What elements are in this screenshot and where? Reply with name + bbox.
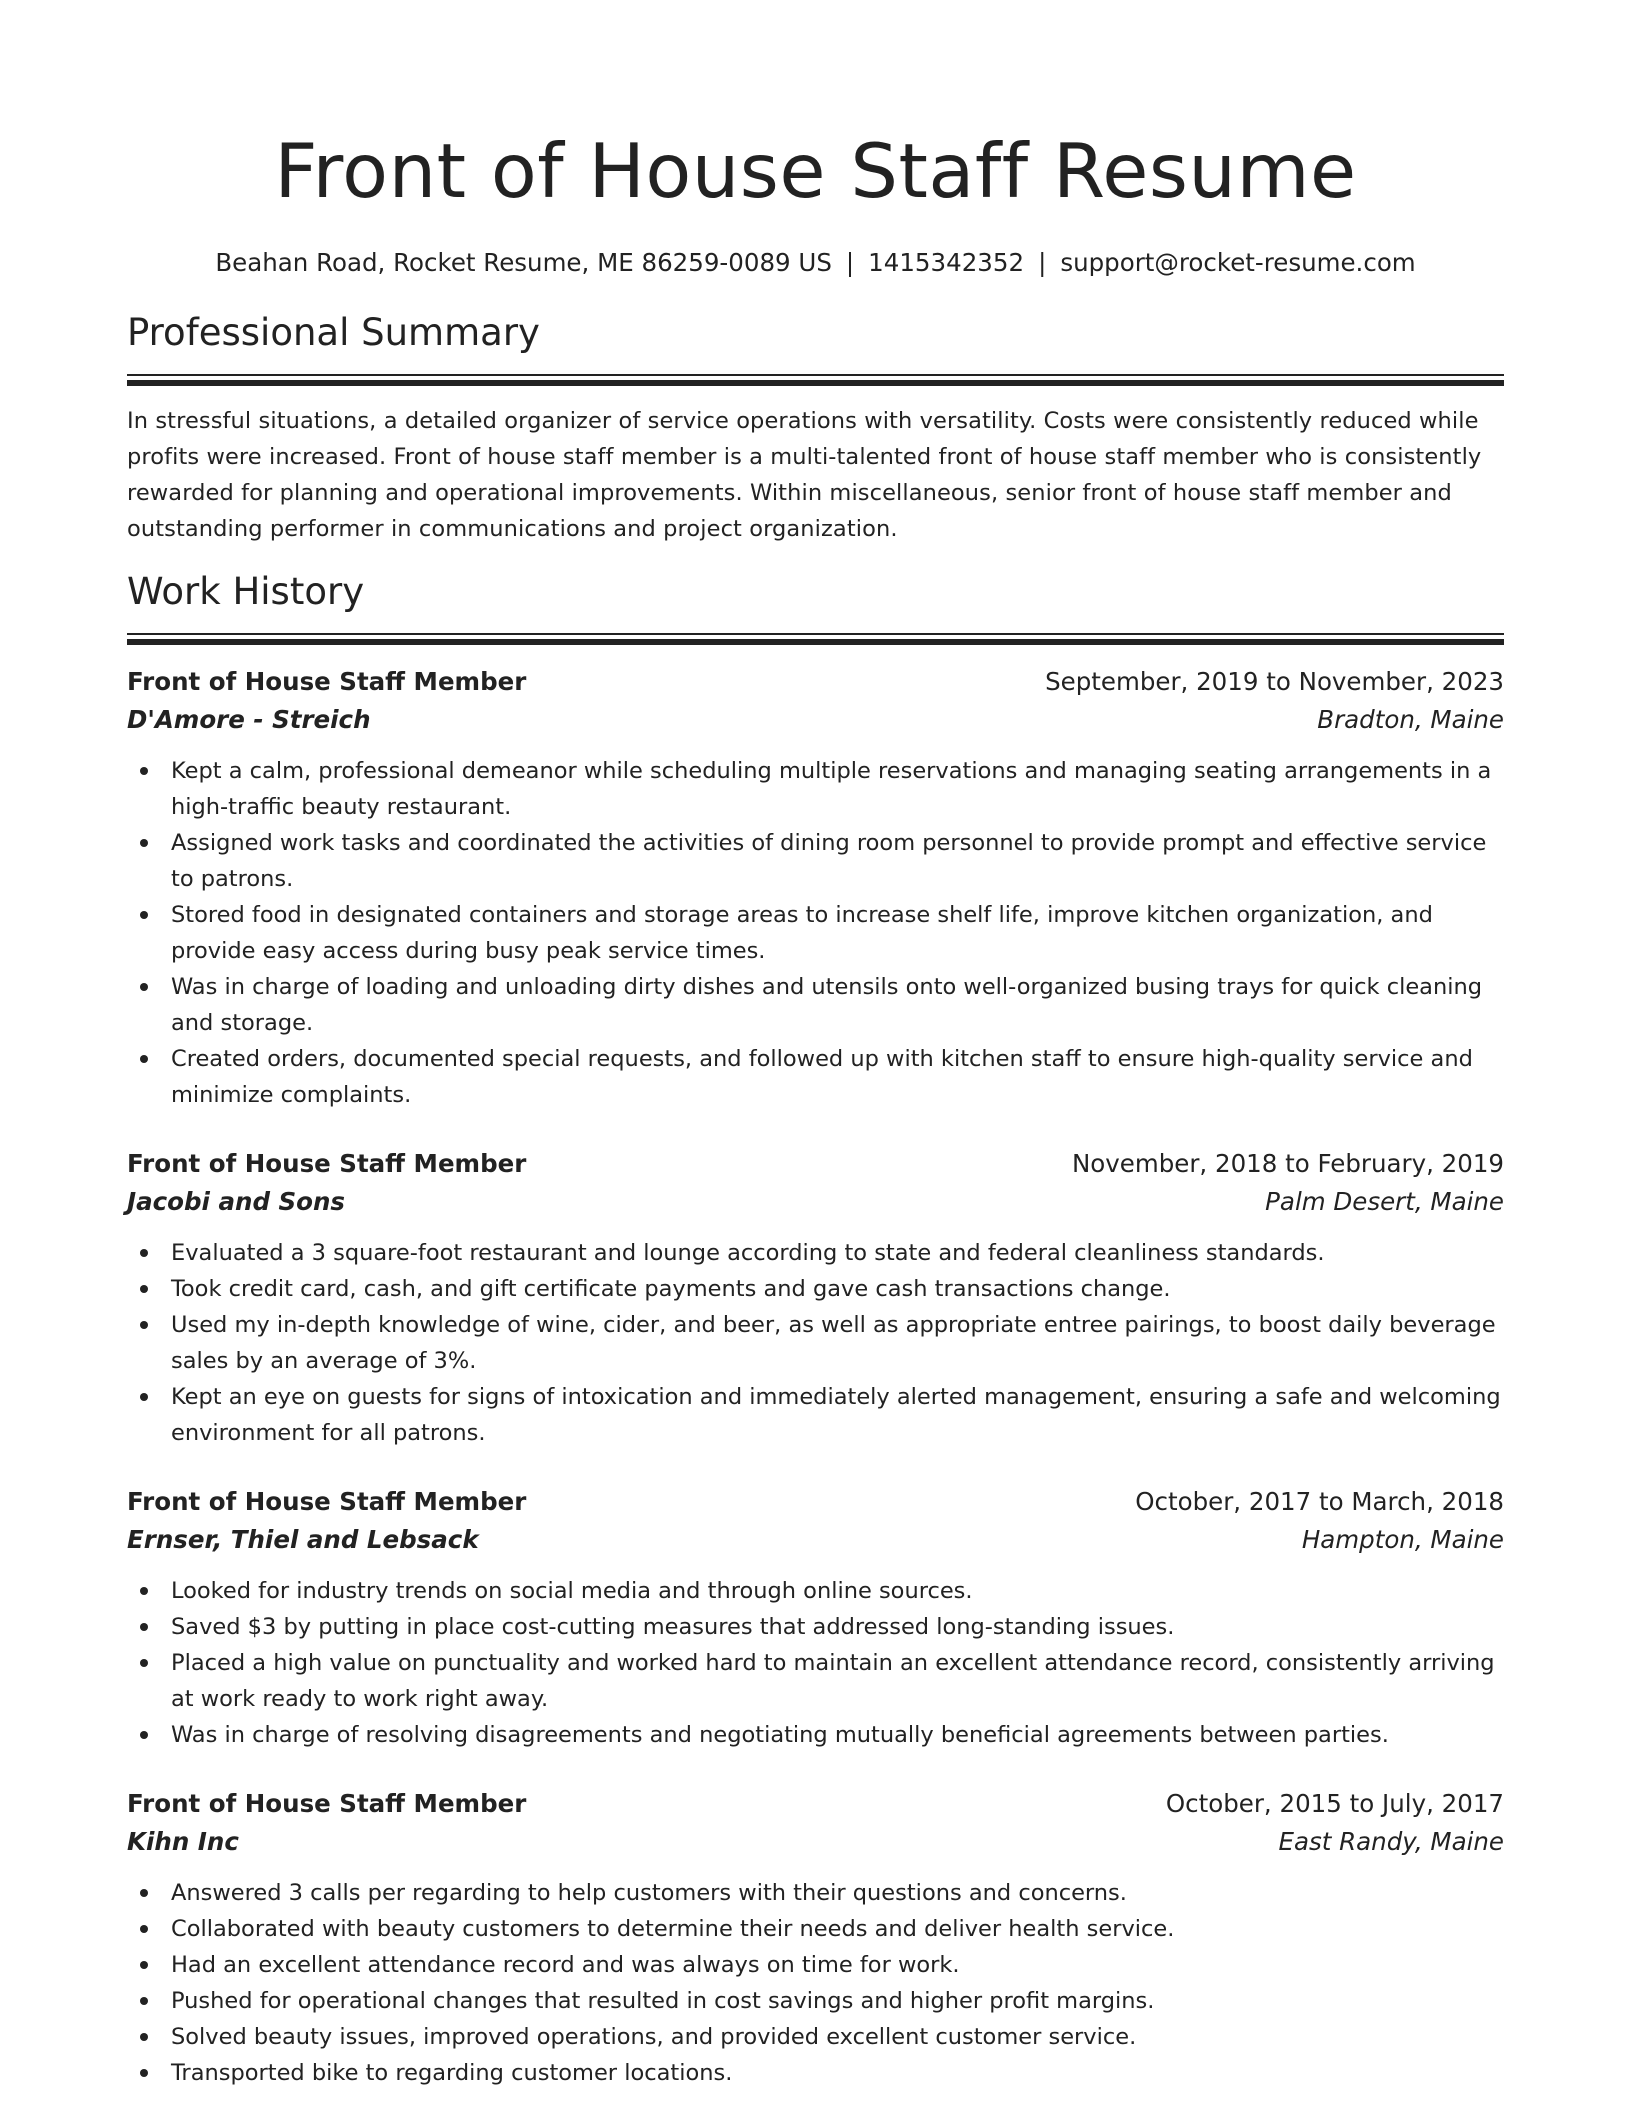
job-bullet: Took credit card, cash, and gift certificate payments and gave cash transactions change. xyxy=(127,1271,1504,1307)
job-bullet: Placed a high value on punctuality and worked hard to maintain an excellent attendance record, consistently arriving at work ready to work right away. xyxy=(127,1645,1504,1717)
work-history-divider xyxy=(127,633,1504,645)
job-company-row xyxy=(127,1521,1504,1559)
job-header-row xyxy=(127,1483,1504,1521)
job-bullet: Had an excellent attendance record and was always on time for work. xyxy=(127,1947,1504,1983)
job-entry xyxy=(127,1483,1504,1753)
job-header-row xyxy=(127,663,1504,701)
job-company-row xyxy=(127,1823,1504,1861)
job-company-row xyxy=(127,1183,1504,1221)
job-location: East Randy, Maine xyxy=(1278,1827,1504,1856)
job-bullet: Collaborated with beauty customers to determine their needs and deliver health service. xyxy=(127,1911,1504,1947)
job-bullet: Kept an eye on guests for signs of intoxication and immediately alerted management, ensuring a safe and welcoming environment for all patrons. xyxy=(127,1379,1504,1451)
job-bullet-list xyxy=(127,753,1504,1113)
job-bullet: Used my in-depth knowledge of wine, cider, and beer, as well as appropriate entree pairings, to boost daily beverage sales by an average of 3%. xyxy=(127,1307,1504,1379)
job-header-row xyxy=(127,1145,1504,1183)
work-history-heading: Work History xyxy=(127,570,365,613)
job-company: Jacobi and Sons xyxy=(127,1187,346,1216)
job-bullet: Solved beauty issues, improved operations, and provided excellent customer service. xyxy=(127,2019,1504,2055)
contact-address: Beahan Road, Rocket Resume, ME 86259-0089 US xyxy=(215,248,832,277)
job-bullet: Transported bike to regarding customer locations. xyxy=(127,2055,1504,2091)
job-bullet-list xyxy=(127,1875,1504,2091)
resume-title: Front of House Staff Resume xyxy=(274,127,1357,215)
job-entry xyxy=(127,1785,1504,2091)
summary-text: In stressful situations, a detailed organizer of service operations with versatility. Costs were consistently reduced while profits were increased. Front of house staff member is a multi-talented front of house staff member who is consistently rewarded for planning and operational improvements. Within miscellaneous, senior front of house staff member and outstanding performer in communications and project organization. xyxy=(127,408,1482,542)
summary-divider xyxy=(127,374,1504,386)
job-bullet: Stored food in designated containers and storage areas to increase shelf life, improve kitchen organization, and provide easy access during busy peak service times. xyxy=(127,897,1504,969)
job-bullet: Was in charge of resolving disagreements and negotiating mutually beneficial agreements between parties. xyxy=(127,1717,1504,1753)
contact-line xyxy=(127,246,1504,280)
job-location: Palm Desert, Maine xyxy=(1265,1187,1504,1216)
job-dates: October, 2015 to July, 2017 xyxy=(1165,1789,1504,1818)
job-bullet: Pushed for operational changes that resulted in cost savings and higher profit margins. xyxy=(127,1983,1504,2019)
job-company-row xyxy=(127,701,1504,739)
contact-phone: 1415342352 xyxy=(868,248,1025,277)
job-dates: November, 2018 to February, 2019 xyxy=(1071,1149,1504,1178)
job-bullet-list xyxy=(127,1235,1504,1451)
job-location: Bradton, Maine xyxy=(1317,705,1504,734)
job-title: Front of House Staff Member xyxy=(127,1789,527,1818)
job-company: D'Amore - Streich xyxy=(127,705,371,734)
job-title: Front of House Staff Member xyxy=(127,667,527,696)
job-bullet: Evaluated a 3 square-foot restaurant and lounge according to state and federal cleanliness standards. xyxy=(127,1235,1504,1271)
job-bullet: Kept a calm, professional demeanor while scheduling multiple reservations and managing seating arrangements in a high-traffic beauty restaurant. xyxy=(127,753,1504,825)
job-bullet: Assigned work tasks and coordinated the activities of dining room personnel to provide prompt and effective service to patrons. xyxy=(127,825,1504,897)
resume-page xyxy=(127,0,1504,2091)
job-title: Front of House Staff Member xyxy=(127,1487,527,1516)
job-header-row xyxy=(127,1785,1504,1823)
contact-separator: | xyxy=(845,248,855,277)
job-bullet: Was in charge of loading and unloading dirty dishes and utensils onto well-organized busing trays for quick cleaning and storage. xyxy=(127,969,1504,1041)
contact-email: support@rocket-resume.com xyxy=(1060,248,1416,277)
job-bullet: Answered 3 calls per regarding to help customers with their questions and concerns. xyxy=(127,1875,1504,1911)
job-company: Ernser, Thiel and Lebsack xyxy=(127,1525,479,1554)
job-dates: September, 2019 to November, 2023 xyxy=(1045,667,1504,696)
job-company: Kihn Inc xyxy=(127,1827,239,1856)
job-bullet: Saved $3 by putting in place cost-cutting measures that addressed long-standing issues. xyxy=(127,1609,1504,1645)
job-entry xyxy=(127,1145,1504,1451)
job-bullet-list xyxy=(127,1573,1504,1753)
contact-separator: | xyxy=(1038,248,1047,277)
job-location: Hampton, Maine xyxy=(1301,1525,1504,1554)
job-dates: October, 2017 to March, 2018 xyxy=(1135,1487,1504,1516)
job-title: Front of House Staff Member xyxy=(127,1149,527,1178)
job-entry xyxy=(127,663,1504,1113)
job-bullet: Created orders, documented special requests, and followed up with kitchen staff to ensure high-quality service and minimize complaints. xyxy=(127,1041,1504,1113)
job-bullet: Looked for industry trends on social media and through online sources. xyxy=(127,1573,1504,1609)
summary-heading: Professional Summary xyxy=(127,311,540,354)
